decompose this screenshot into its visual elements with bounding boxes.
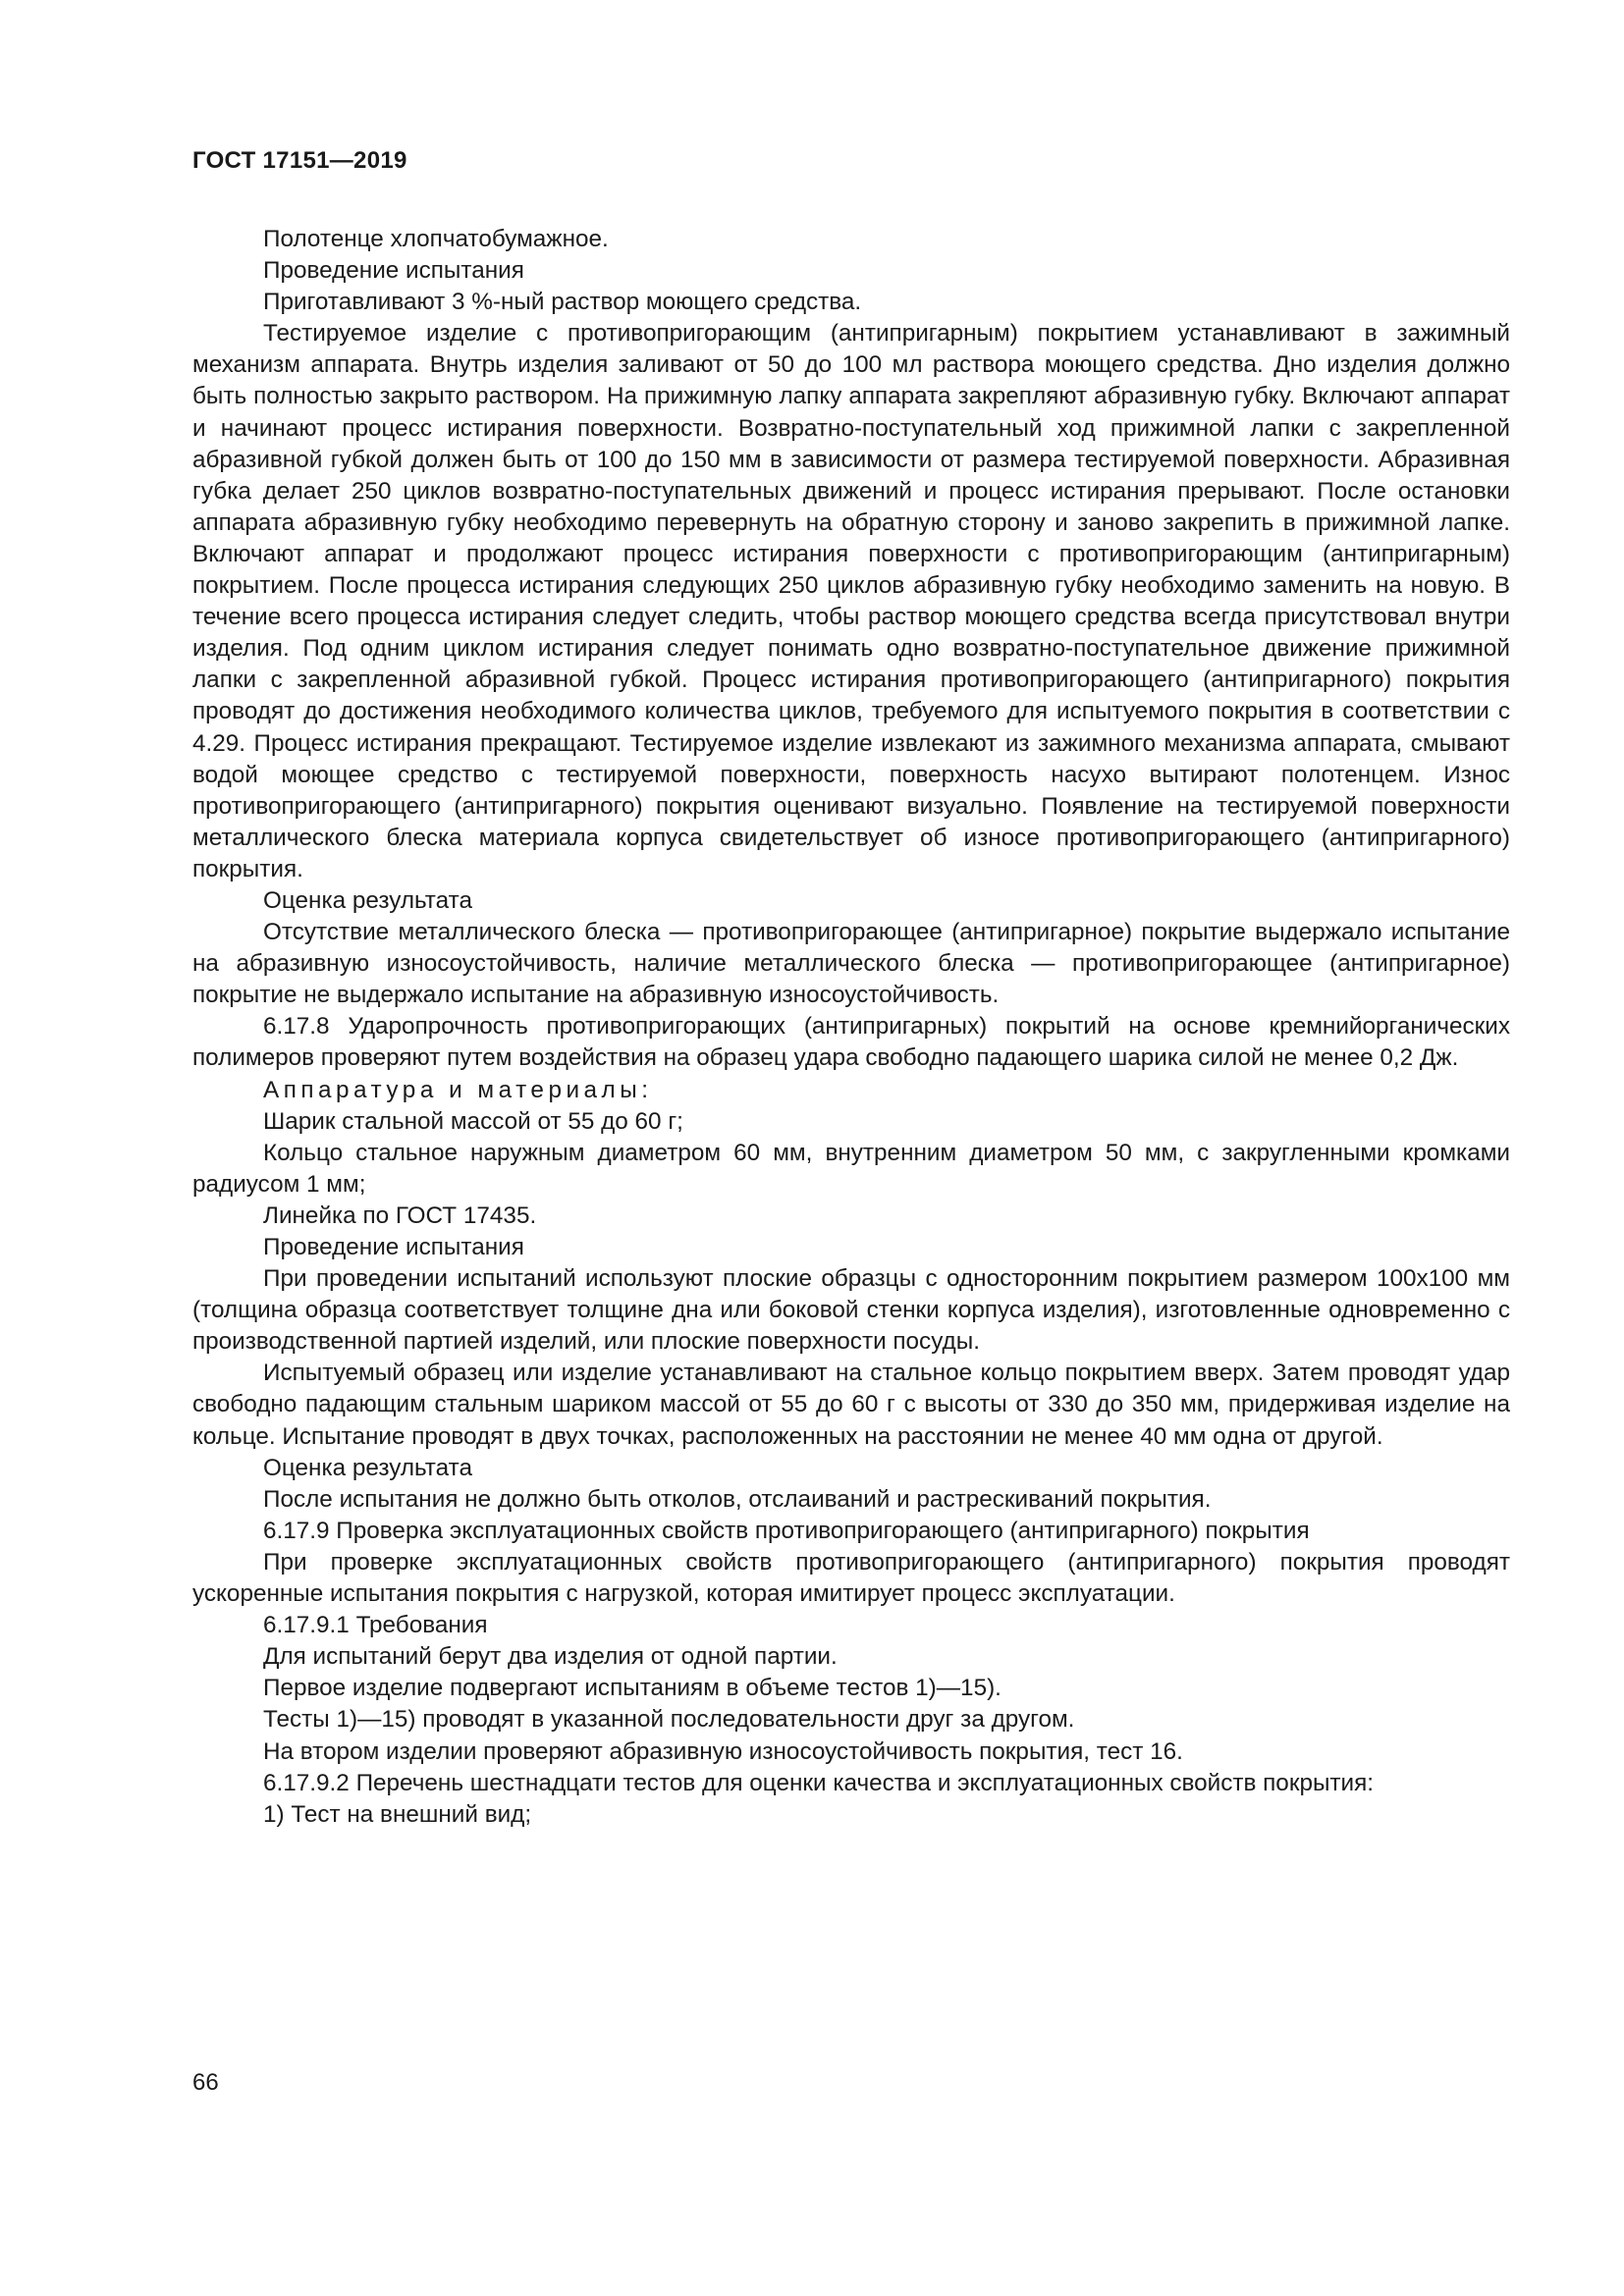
paragraph: На втором изделии проверяют абразивную износоустойчивость покрытия, тест 16. bbox=[263, 1737, 1183, 1765]
paragraph: При проверке эксплуатационных свойств противопригорающего (антипригарного) покрытия проводят ускоренные испытания покрытия с нагрузкой, которая имитирует процесс эксплуатации. bbox=[192, 1548, 1510, 1608]
paragraph: 6.17.9 Проверка эксплуатационных свойств противопригорающего (антипригарного) покрытия bbox=[263, 1517, 1310, 1544]
paragraph: 1) Тест на внешний вид; bbox=[263, 1800, 532, 1828]
paragraph: Кольцо стальное наружным диаметром 60 мм, внутренним диаметром 50 мм, с закругленными кромками радиусом 1 мм; bbox=[192, 1139, 1510, 1198]
paragraph: Проведение испытания bbox=[263, 257, 524, 285]
paragraph: 6.17.8 Ударопрочность противопригорающих (антипригарных) покрытий на основе кремнийорганических полимеров проверяют путем воздействия на образец удара свободно падающего шарика силой не менее 0,2 Дж. bbox=[192, 1013, 1510, 1072]
paragraph: 6.17.9.2 Перечень шестнадцати тестов для оценки качества и эксплуатационных свойств покрытия: bbox=[263, 1769, 1375, 1796]
paragraph: После испытания не должно быть отколов, отслаиваний и растрескиваний покрытия. bbox=[263, 1485, 1212, 1513]
paragraph: Шарик стальной массой от 55 до 60 г; bbox=[263, 1107, 683, 1135]
paragraph: Тестируемое изделие с противопригорающим (антипригарным) покрытием устанавливают в зажимный механизм аппарата. Внутрь изделия заливают от 50 до 100 мл раствора моющего средства. Дно изделия должно быть полностью закрыто раствором. На прижимную лапку аппарата закрепляют абразивную губку. Включают аппарат и начинают процесс истирания поверхности. Возвратно-поступательный ход прижимной лапки с закрепленной абразивной губкой должен быть от 100 до 150 мм в зависимости от размера тестируемой поверхности. Абразивная губка делает 250 циклов возвратно-поступательных движений и процесс истирания прерывают. После остановки аппарата абразивную губку необходимо перевернуть на обратную сторону и заново закрепить в прижимной лапке. Включают аппарат и продолжают процесс истирания поверхности с противопригорающим (антипригарным) покрытием. После процесса истирания следующих 250 циклов абразивную губку необходимо заменить на новую. В течение всего процесса истирания следует следить, чтобы раствор моющего средства всегда присутствовал внутри изделия. Под одним циклом истирания следует понимать одно возвратно-поступательное движение прижимной лапки с закрепленной абразивной губкой. Процесс истирания противопригорающего (антипригарного) покрытия проводят до достижения необходимого количества циклов, требуемого для испытуемого покрытия в соответствии с 4.29. Процесс истирания прекращают. Тестируемое изделие извлекают из зажимного механизма аппарата, смывают водой моющее средство с тестируемой поверхности, поверхность насухо вытирают полотенцем. Износ противопригорающего (антипригарного) покрытия оценивают визуально. Появление на тестируемой поверхности металлического блеска материала корпуса свидетельствует об износе противопригорающего (антипригарного) покрытия. bbox=[192, 320, 1510, 882]
page-number: 66 bbox=[192, 2069, 219, 2096]
paragraph: Аппаратура и материалы: bbox=[263, 1076, 653, 1103]
paragraph: Проведение испытания bbox=[263, 1234, 524, 1260]
paragraph: При проведении испытаний используют плоские образцы с односторонним покрытием размером 100х100 мм (толщина образца соответствует толщине дна или боковой стенки корпуса изделия), изготовленные одновременно с производственной партией изделий, или плоские поверхности посуды. bbox=[192, 1265, 1510, 1356]
paragraph: Приготавливают 3 %-ный раствор моющего средства. bbox=[263, 289, 862, 316]
document-header: ГОСТ 17151—2019 bbox=[192, 147, 407, 174]
paragraph: Тесты 1)—15) проводят в указанной последовательности друг за другом. bbox=[263, 1706, 1075, 1734]
document-body bbox=[192, 224, 1510, 1831]
paragraph: Первое изделие подвергают испытаниям в объеме тестов 1)—15). bbox=[263, 1675, 1001, 1702]
paragraph: Оценка результата bbox=[263, 886, 473, 914]
paragraph: Для испытаний берут два изделия от одной партии. bbox=[263, 1643, 838, 1671]
paragraph: Линейка по ГОСТ 17435. bbox=[263, 1201, 537, 1229]
paragraph: Оценка результата bbox=[263, 1454, 473, 1481]
paragraph: Отсутствие металлического блеска — противопригорающее (антипригарное) покрытие выдержало испытание на абразивную износоустойчивость, наличие металлического блеска — противопригорающее (антипригарное) покрытие не выдержало испытание на абразивную износоустойчивость. bbox=[192, 919, 1510, 1009]
paragraph: Полотенце хлопчатобумажное. bbox=[263, 226, 609, 252]
paragraph: 6.17.9.1 Требования bbox=[263, 1612, 488, 1639]
paragraph: Испытуемый образец или изделие устанавливают на стальное кольцо покрытием вверх. Затем проводят удар свободно падающим стальным шариком массой от 55 до 60 г с высоты от 330 до 350 мм, придерживая изделие на кольце. Испытание проводят в двух точках, расположенных на расстоянии не менее 40 мм одна от другой. bbox=[192, 1360, 1510, 1450]
